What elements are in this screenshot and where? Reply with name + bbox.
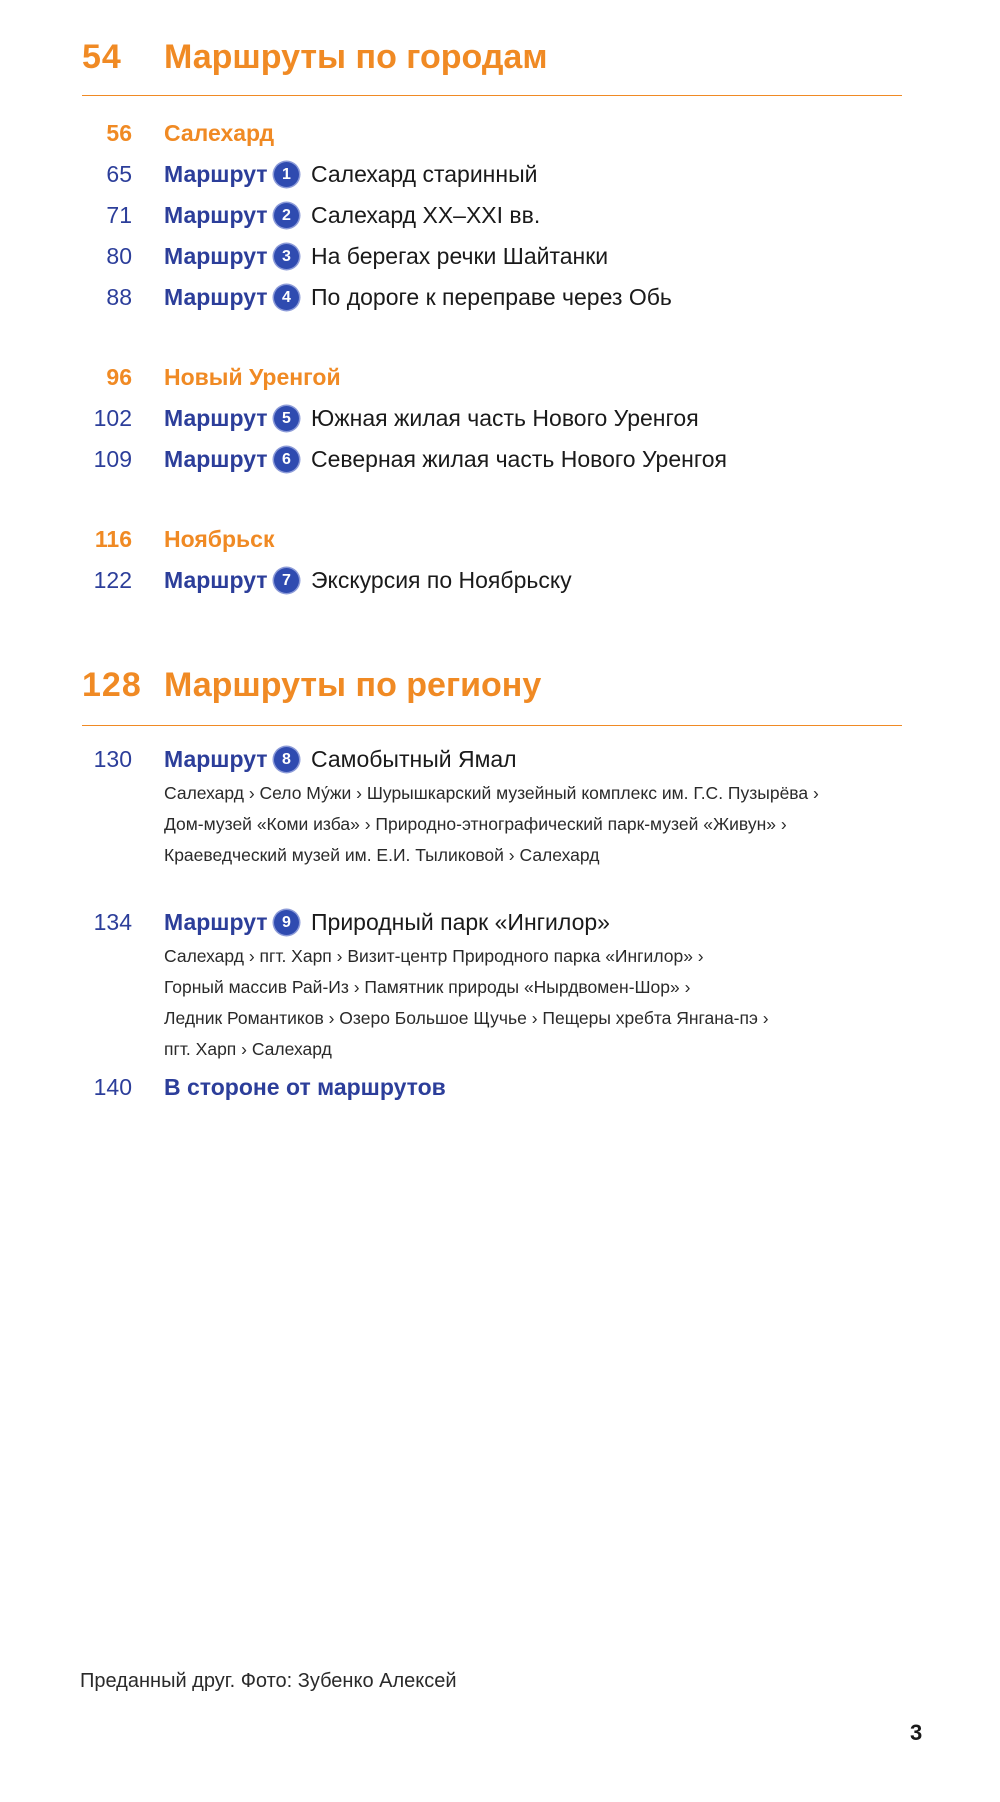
city-name: Ноябрьск: [164, 526, 275, 552]
route-label: Маршрут: [164, 405, 268, 431]
route-label: Маршрут: [164, 161, 268, 187]
route-title: Северная жилая часть Нового Уренгоя: [311, 446, 727, 472]
route-page-number: 71: [106, 202, 132, 228]
route-page-number: 65: [106, 161, 132, 187]
route-title: Самобытный Ямал: [311, 746, 517, 772]
section-title[interactable]: Маршруты по региону: [164, 666, 542, 704]
route-entry[interactable]: [82, 907, 912, 943]
city-page-number: 96: [106, 364, 132, 390]
route-page-number: 134: [93, 909, 132, 935]
city-entry[interactable]: [82, 362, 912, 398]
city-name: Новый Уренгой: [164, 364, 341, 390]
route-label: Маршрут: [164, 243, 268, 269]
side-entry[interactable]: [82, 1072, 912, 1108]
route-number-badge: 6: [274, 447, 299, 472]
route-page-number: 102: [93, 405, 132, 431]
city-page-number: 116: [94, 526, 132, 552]
route-stops-line: Дом-музей «Коми изба» › Природно-этнографический парк-музей «Живун» ›: [164, 814, 787, 834]
section-page-number: 128: [82, 666, 142, 704]
route-stops: [164, 941, 904, 1065]
route-entry[interactable]: [82, 159, 912, 195]
route-page-number: 109: [93, 446, 132, 472]
route-entry[interactable]: [82, 444, 912, 480]
route-stops-line: Ледник Романтиков › Озеро Большое Щучье › Пещеры хребта Янгана-пэ ›: [164, 1008, 769, 1028]
route-number-badge: 4: [274, 285, 299, 310]
route-title: Южная жилая часть Нового Уренгоя: [311, 405, 699, 431]
section-divider: [82, 95, 902, 96]
photo-caption: Преданный друг. Фото: Зубенко Алексей: [80, 1670, 457, 1692]
route-label: Маршрут: [164, 909, 268, 935]
route-label: Маршрут: [164, 202, 268, 228]
route-number-badge: 1: [274, 162, 299, 187]
route-title: Салехард XX–XXI вв.: [311, 202, 541, 228]
route-stops-line: Салехард › Село Му́жи › Шурышкарский музейный комплекс им. Г.С. Пузырёва ›: [164, 783, 819, 803]
route-stops-line: Краеведческий музей им. Е.И. Тыликовой › Салехард: [164, 845, 600, 865]
route-label: Маршрут: [164, 446, 268, 472]
route-number-badge: 7: [274, 568, 299, 593]
route-entry[interactable]: [82, 744, 912, 780]
route-entry[interactable]: [82, 282, 912, 318]
route-title: По дороге к переправе через Обь: [311, 284, 672, 310]
route-entry[interactable]: [82, 403, 912, 439]
route-entry[interactable]: [82, 565, 912, 601]
city-entry[interactable]: [82, 524, 912, 560]
route-stops-line: Горный массив Рай-Из › Памятник природы «Нырдвомен-Шор» ›: [164, 977, 691, 997]
route-title: Салехард старинный: [311, 161, 538, 187]
route-title: Природный парк «Ингилор»: [311, 909, 610, 935]
section-page-number: 54: [82, 38, 122, 76]
route-entry[interactable]: [82, 200, 912, 236]
route-label: Маршрут: [164, 284, 268, 310]
route-number-badge: 5: [274, 406, 299, 431]
route-number-badge: 2: [274, 203, 299, 228]
city-page-number: 56: [106, 120, 132, 146]
section-divider: [82, 725, 902, 726]
side-entry-title: В стороне от маршрутов: [164, 1074, 446, 1100]
side-page-number: 140: [93, 1074, 132, 1100]
section-title[interactable]: Маршруты по городам: [164, 38, 548, 76]
route-page-number: 130: [93, 746, 132, 772]
route-stops: [164, 778, 904, 871]
route-number-badge: 9: [274, 910, 299, 935]
route-label: Маршрут: [164, 567, 268, 593]
route-page-number: 80: [106, 243, 132, 269]
route-title: Экскурсия по Ноябрьску: [311, 567, 572, 593]
route-page-number: 122: [93, 567, 132, 593]
route-number-badge: 8: [274, 747, 299, 772]
route-page-number: 88: [106, 284, 132, 310]
route-stops-line: пгт. Харп › Салехард: [164, 1039, 332, 1059]
route-title: На берегах речки Шайтанки: [311, 243, 609, 269]
page-number: 3: [910, 1720, 923, 1745]
route-label: Маршрут: [164, 746, 268, 772]
city-entry[interactable]: [82, 118, 912, 154]
route-number-badge: 3: [274, 244, 299, 269]
route-entry[interactable]: [82, 241, 912, 277]
city-name: Салехард: [164, 120, 275, 146]
route-stops-line: Салехард › пгт. Харп › Визит-центр Природного парка «Ингилор» ›: [164, 946, 704, 966]
